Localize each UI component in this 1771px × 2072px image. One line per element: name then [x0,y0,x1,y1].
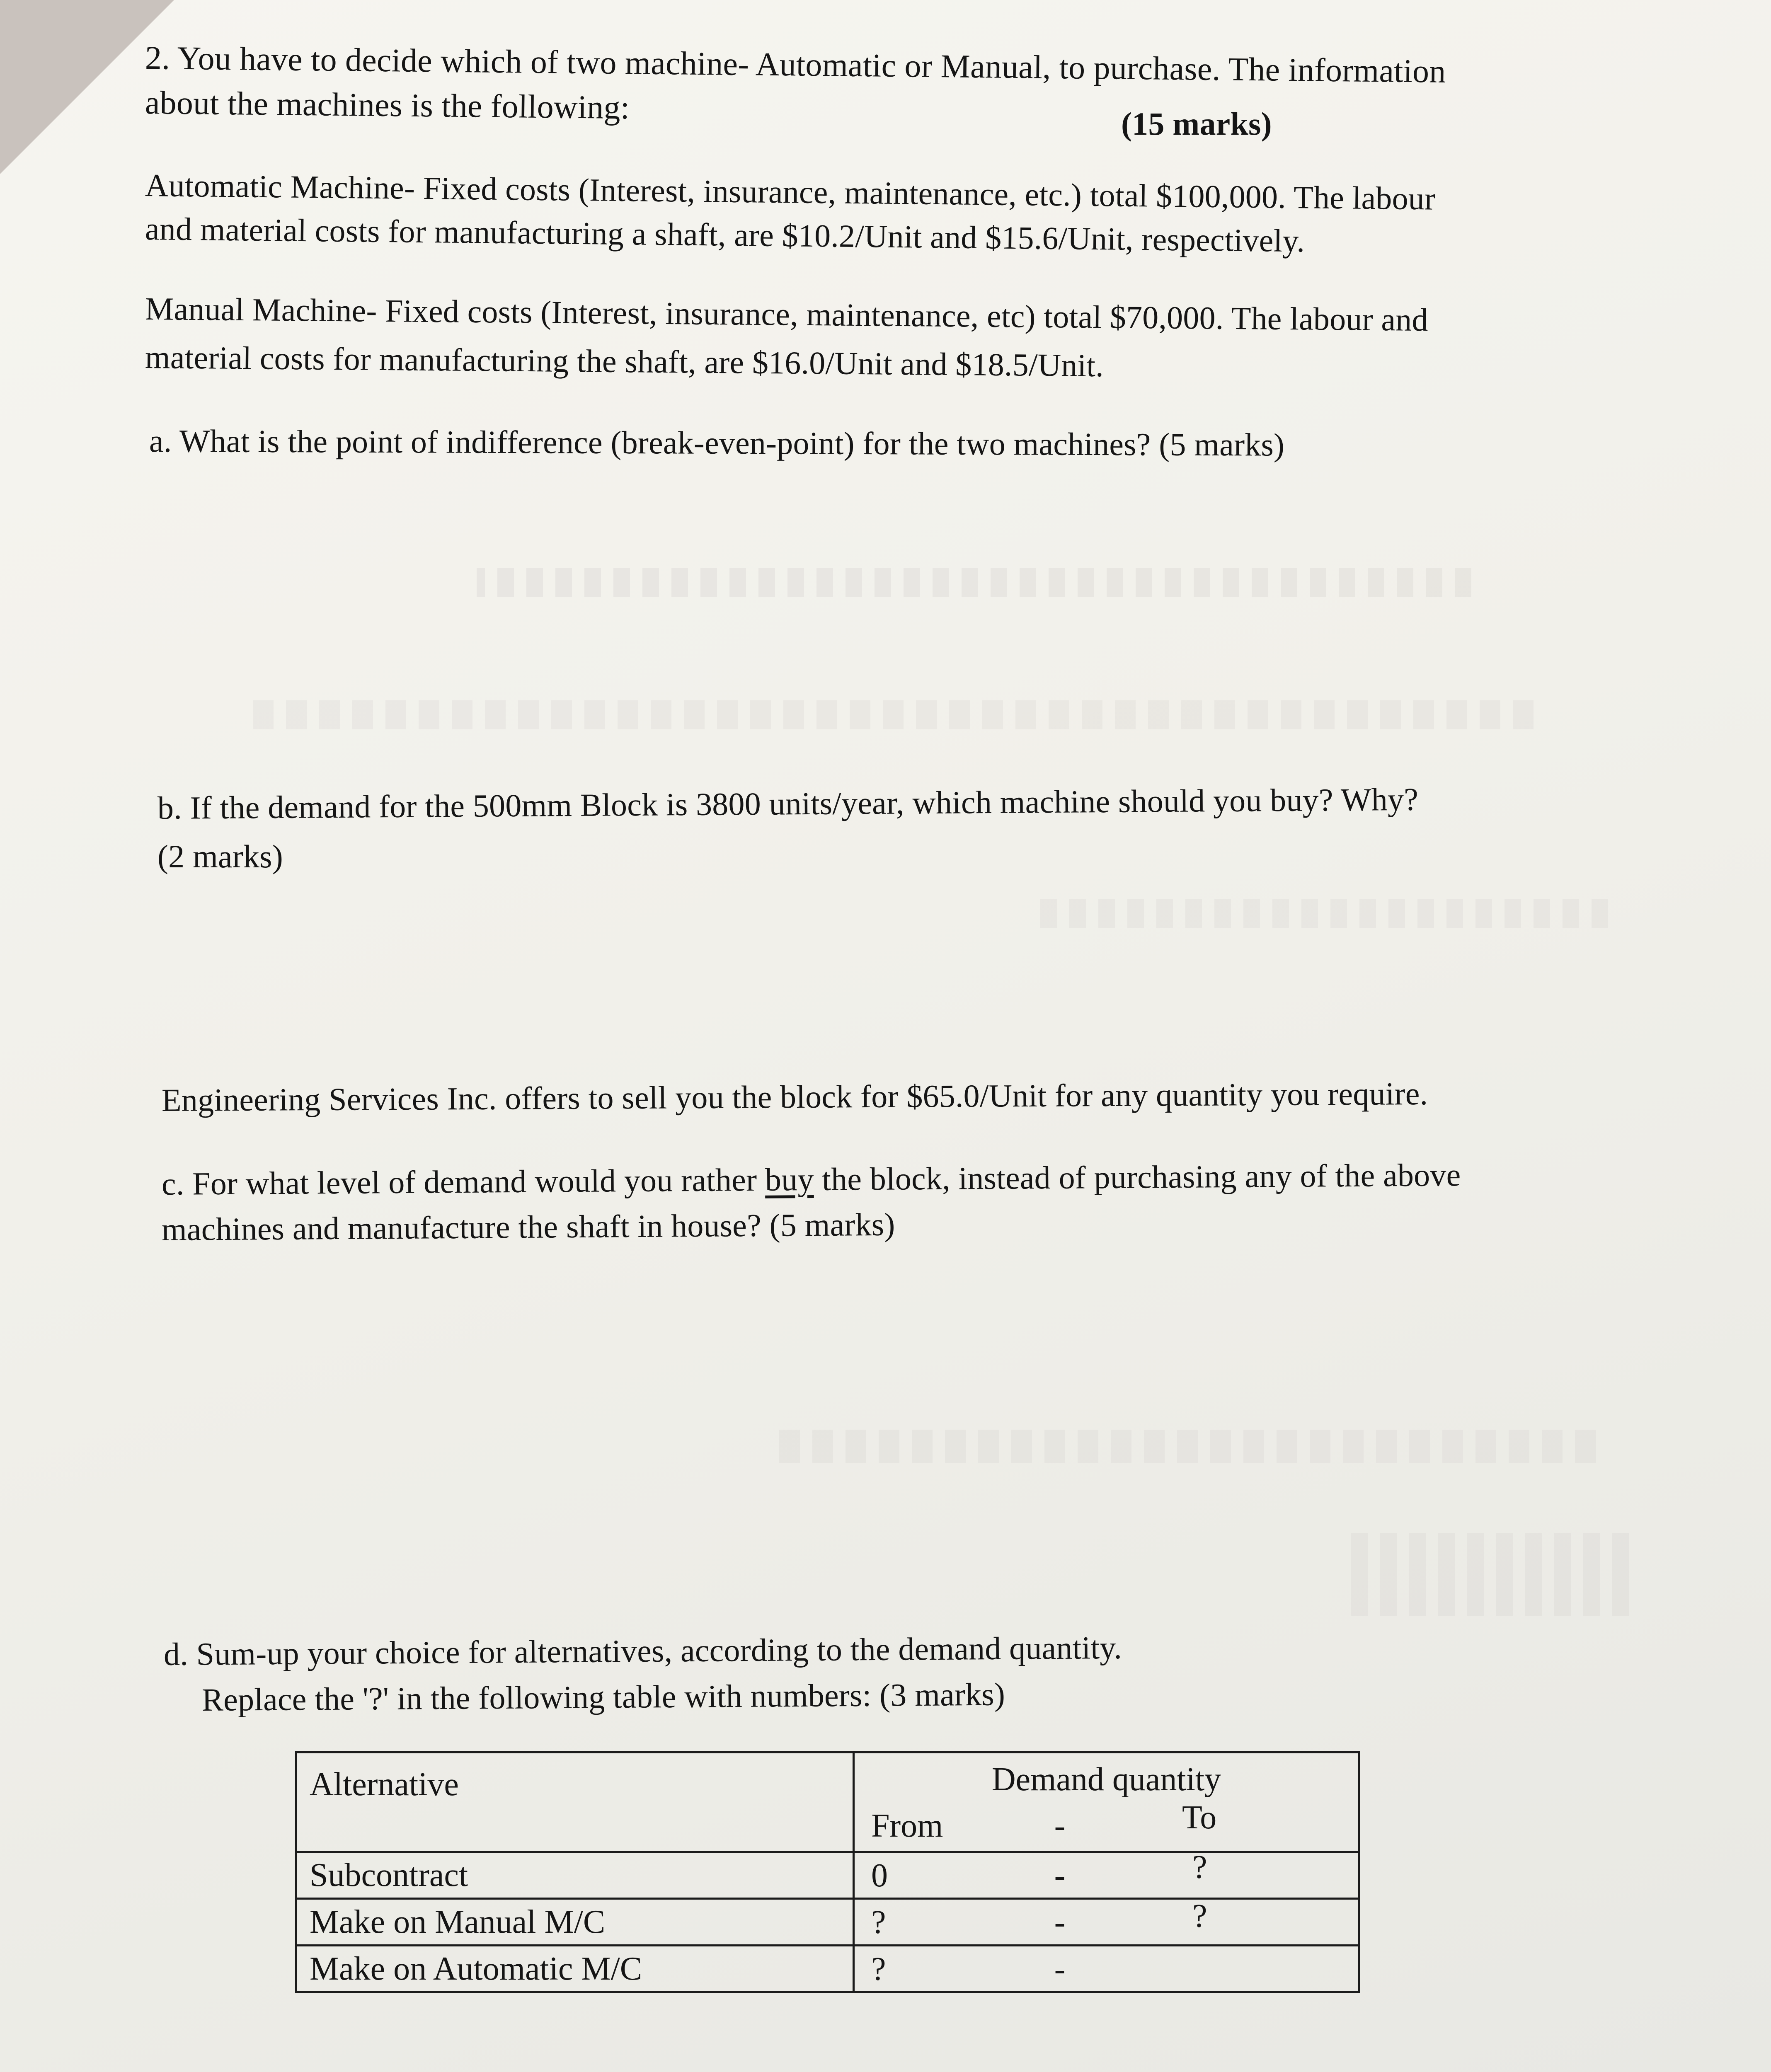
part-b-question-line-2: (2 marks) [157,838,283,874]
automatic-machine-line-1: Automatic Machine- Fixed costs (Interest, insurance, maintenance, etc.) total $100,000. The labour [145,167,1436,217]
row-subcontract-to[interactable]: ? [1192,1849,1207,1886]
bleed-through-mark [249,700,1534,729]
table-header-row [296,1752,1359,1852]
row-manual-range [854,1899,1359,1946]
row-automatic-dash: - [1054,1951,1066,1987]
part-c-underlined-buy: buy [765,1161,814,1198]
table-row [296,1852,1359,1899]
question-marks: (15 marks) [1121,106,1272,142]
header-demand-quantity-cell [854,1752,1359,1852]
header-from: From [871,1808,943,1844]
automatic-machine-line-2: and material costs for manufacturing a shaft, are $10.2/Unit and $15.6/Unit, respectively. [145,211,1305,259]
row-manual-to[interactable]: ? [1192,1898,1207,1934]
table-row [296,1899,1359,1946]
part-c-question-line-1 [162,1155,1461,1203]
manual-machine-line-2: material costs for manufacturing the shaft, are $16.0/Unit and $18.5/Unit. [145,339,1104,384]
row-manual-dash: - [1054,1904,1066,1941]
part-b-question-line-1: b. If the demand for the 500mm Block is 3800 units/year, which machine should you buy? Why? [157,781,1419,826]
header-demand-quantity: Demand quantity [991,1761,1221,1798]
supplier-offer: Engineering Services Inc. offers to sell you the block for $65.0/Unit for any quantity you require. [161,1075,1428,1118]
row-manual-alternative: Make on Manual M/C [296,1899,854,1946]
row-subcontract-dash: - [1054,1857,1066,1894]
header-dash: - [1054,1808,1066,1844]
alternatives-table [295,1751,1360,1993]
part-c-text-pre: c. For what level of demand would you rather [161,1161,766,1202]
part-c-question-line-2: machines and manufacture the shaft in house? (5 marks) [161,1206,895,1247]
row-automatic-range [854,1946,1359,1992]
question-intro-line-2: about the machines is the following: [145,85,630,126]
row-subcontract-range [854,1849,1359,1899]
bleed-through-mark [767,1430,1596,1463]
part-d-question-line-2: Replace the '?' in the following table with numbers: (3 marks) [201,1676,1005,1718]
row-automatic-alternative: Make on Automatic M/C [296,1946,854,1992]
row-automatic-from[interactable]: ? [871,1951,886,1987]
part-d-question-line-1: d. Sum-up your choice for alternatives, according to the demand quantity. [163,1629,1122,1672]
bleed-through-mark [1028,899,1608,928]
table-row [296,1946,1359,1992]
bleed-through-mark [1347,1533,1629,1616]
question-intro-line-1: 2. You have to decide which of two machine- Automatic or Manual, to purchase. The information [145,40,1446,90]
header-to: To [1182,1799,1217,1836]
manual-machine-line-1: Manual Machine- Fixed costs (Interest, insurance, maintenance, etc) total $70,000. The labour and [145,290,1429,338]
row-subcontract-from[interactable]: 0 [871,1857,888,1894]
bleed-through-mark [477,568,1471,597]
row-subcontract-alternative: Subcontract [296,1852,854,1899]
part-a-question: a. What is the point of indifference (break-even-point) for the two machines? (5 marks) [149,423,1285,463]
row-manual-from[interactable]: ? [871,1904,886,1941]
part-c-text-post: the block, instead of purchasing any of the above [814,1157,1461,1198]
header-alternative: Alternative [296,1752,854,1852]
